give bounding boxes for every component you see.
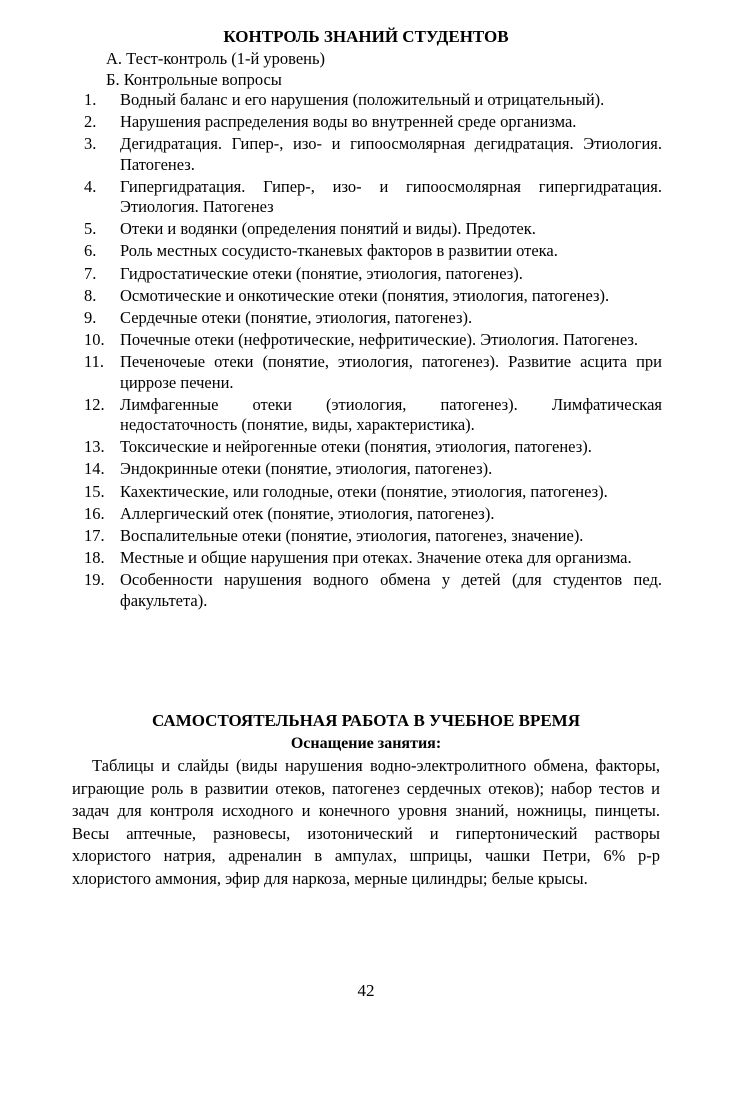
question-item — [84, 526, 662, 546]
question-text: Токсические и нейрогенные отеки (понятия, этиология, патогенез). — [120, 437, 592, 457]
question-item — [84, 90, 662, 110]
question-item — [84, 395, 662, 435]
equipment-paragraph: Таблицы и слайды (виды нарушения водно-электролитного обмена, факторы, играющие роль в развитии отеков, патогенез сердечных отеков); набор тестов и задач для контроля исходного и конечного уровня знаний, ножницы, пинцеты. Весы аптечные, разновесы, изотонический и гипертонический растворы хлористого натрия, адреналин в ампулах, шприцы, чашки Петри, 6% р-р хлористого аммония, эфир для наркоза, мерные цилиндры; белые крысы. — [72, 756, 660, 888]
question-item — [84, 177, 662, 217]
question-text: Гидростатические отеки (понятие, этиология, патогенез). — [120, 263, 523, 283]
question-text: Дегидратация. Гипер-, изо- и гипоосмолярная дегидратация. Этиология. Патогенез. — [120, 134, 662, 174]
question-text: Воспалительные отеки (понятие, этиология, патогенез, значение). — [120, 526, 584, 546]
question-text: Почечные отеки (нефротические, нефритические). Этиология. Патогенез. — [120, 330, 639, 350]
question-number: 11. — [84, 352, 105, 372]
question-text: Роль местных сосудисто-тканевых факторов в развитии отека. — [120, 241, 558, 261]
question-item — [84, 330, 662, 350]
question-text: Сердечные отеки (понятие, этиология, патогенез). — [120, 308, 473, 328]
question-number: 18. — [84, 548, 105, 568]
question-item — [84, 548, 662, 568]
question-number: 17. — [84, 526, 105, 546]
question-number: 12. — [84, 394, 105, 414]
question-item — [84, 241, 662, 261]
question-item — [84, 134, 662, 174]
question-number: 13. — [84, 437, 105, 457]
question-item — [84, 264, 662, 284]
question-text: Печеночеые отеки (понятие, этиология, патогенез). Развитие асцита при циррозе печени. — [120, 352, 662, 392]
question-item — [84, 459, 662, 479]
question-number: 1. — [84, 90, 97, 109]
question-number: 3. — [84, 134, 97, 154]
question-number: 7. — [84, 263, 97, 283]
question-number: 10. — [84, 330, 105, 350]
question-number: 16. — [84, 503, 105, 523]
page-title: КОНТРОЛЬ ЗНАНИЙ СТУДЕНТОВ — [223, 27, 509, 46]
question-text: Водный баланс и его нарушения (положительный и отрицательный). — [120, 90, 605, 109]
question-text: Эндокринные отеки (понятие, этиология, патогенез). — [120, 459, 493, 479]
question-text: Осмотические и онкотические отеки (понятия, этиология, патогенез). — [120, 285, 610, 305]
subsection-test-control: А. Тест-контроль (1-й уровень) — [106, 49, 326, 68]
question-item — [84, 112, 662, 132]
question-text: Гипергидратация. Гипер-, изо- и гипоосмолярная гипергидратация. Этиология. Патогенез — [120, 176, 662, 217]
question-number: 5. — [84, 219, 97, 239]
question-text: Местные и общие нарушения при отеках. Значение отека для организма. — [120, 548, 632, 568]
page-number: 42 — [357, 981, 375, 1000]
section-subheading-equipment: Оснащение занятия: — [290, 735, 442, 752]
question-number: 9. — [84, 308, 97, 328]
question-item — [84, 437, 662, 457]
question-text: Особенности нарушения водного обмена у детей (для студентов пед. факультета). — [120, 570, 662, 610]
control-questions-list — [84, 90, 662, 613]
question-text: Кахектические, или голодные, отеки (понятие, этиология, патогенез). — [120, 481, 608, 501]
section-heading-independent-work: САМОСТОЯТЕЛЬНАЯ РАБОТА В УЧЕБНОЕ ВРЕМЯ — [151, 711, 580, 730]
question-number: 4. — [84, 176, 97, 196]
question-item — [84, 570, 662, 610]
question-text: Лимфагенные отеки (этиология, патогенез). Лимфатическая недостаточность (понятие, виды, характеристика). — [120, 394, 662, 435]
question-number: 15. — [84, 481, 105, 501]
question-text: Аллергический отек (понятие, этиология, патогенез). — [120, 503, 495, 523]
question-item — [84, 352, 662, 392]
question-number: 6. — [84, 241, 97, 261]
question-number: 19. — [84, 570, 105, 590]
question-number: 2. — [84, 112, 97, 132]
question-item — [84, 482, 662, 502]
question-item — [84, 308, 662, 328]
question-item — [84, 504, 662, 524]
question-text: Отеки и водянки (определения понятий и виды). Предотек. — [120, 219, 536, 239]
question-item — [84, 286, 662, 306]
question-number: 14. — [84, 459, 105, 479]
question-number: 8. — [84, 285, 97, 305]
question-item — [84, 219, 662, 239]
subsection-control-questions: Б. Контрольные вопросы — [106, 70, 282, 89]
question-text: Нарушения распределения воды во внутренней среде организма. — [120, 112, 577, 132]
